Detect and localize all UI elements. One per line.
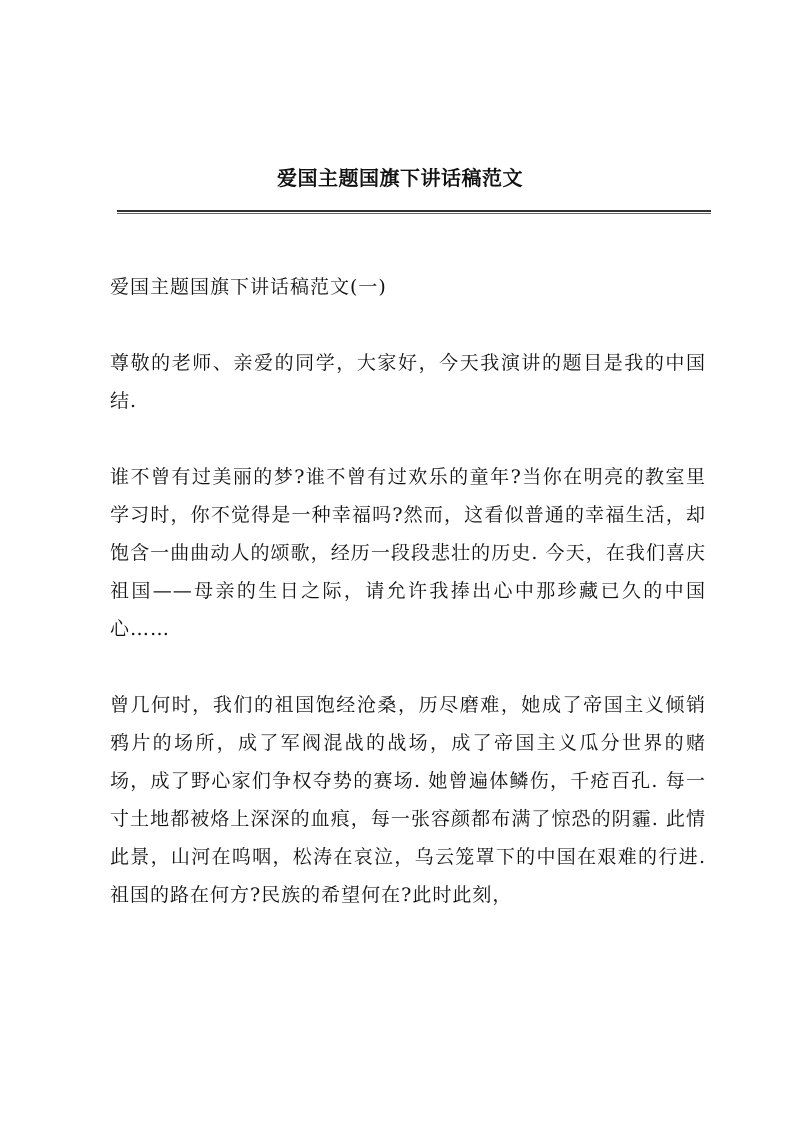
document-body: [110, 268, 706, 952]
section-heading: 爱国主题国旗下讲话稿范文(一): [110, 276, 387, 298]
document-title: 爱国主题国旗下讲话稿范文: [277, 166, 523, 190]
paragraph-dream: 谁不曾有过美丽的梦?谁不曾有过欢乐的童年?当你在明亮的教室里学习时，你不觉得是一种幸福吗?然而，这看似普通的幸福生活，却饱含一曲曲动人的颂歌，经历一段段悲壮的历史. 今天，在我们喜庆祖国——母亲的生日之际，请允许我捧出心中那珍藏已久的中国心……: [110, 466, 706, 640]
title-divider: [117, 210, 711, 214]
paragraph-history: 曾几何时，我们的祖国饱经沧桑，历尽磨难，她成了帝国主义倾销鸦片的场所，成了军阀混战的战场，成了帝国主义瓜分世界的赌场，成了野心家们争权夺势的赛场. 她曾遍体鳞伤，千疮百孔. 每一寸土地都被烙上深深的血痕，每一张容颜都布满了惊恐的阴霾. 此情此景，山河在呜咽，松涛在哀泣，乌云笼罩下的中国在艰难的行进. 祖国的路在何方?民族的希望何在?此时此刻，: [110, 694, 706, 906]
paragraph-greeting: 尊敬的老师、亲爱的同学，大家好，今天我演讲的题目是我的中国结.: [110, 352, 706, 412]
